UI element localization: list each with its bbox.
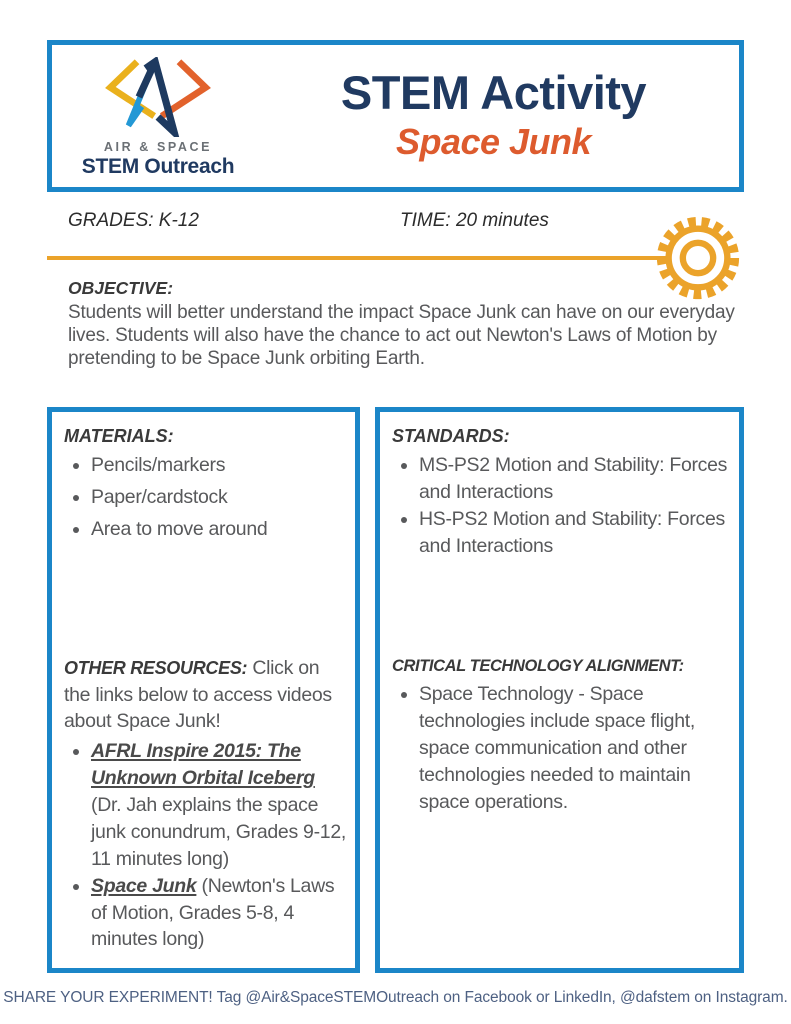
other-resources-intro — [64, 655, 347, 735]
other-resources-heading: OTHER RESOURCES: — [64, 658, 248, 678]
logo-tagline: AIR & SPACE — [103, 140, 213, 154]
page-title: STEM Activity — [340, 65, 647, 119]
time-label: TIME: 20 minutes — [400, 210, 549, 231]
resource-description: (Newton's Laws of Motion, Grades 5-8, 4 minutes long) — [91, 874, 335, 951]
objective-body: Students will better understand the impact Space Junk can have on our everyday lives. Students will also have the chance to act out Newton's Laws of Motion by pretending to be Space Junk orbiting Earth. — [68, 302, 735, 370]
materials-list — [64, 452, 347, 543]
standards-heading: STANDARDS: — [392, 426, 510, 446]
resource-link-afrl[interactable]: AFRL Inspire 2015: The Unknown Orbital Iceberg — [91, 740, 315, 790]
logo-brand: STEM Outreach — [81, 155, 235, 178]
objective-heading: OBJECTIVE: — [68, 278, 174, 298]
resources-list — [64, 738, 347, 953]
list-item: • HS-PS2 Motion and Stability: Forces and Interactions — [419, 506, 731, 560]
list-item: • Space Technology - Space technologies include space flight, space communication and other technologies needed to maintain space operations. — [419, 681, 731, 816]
critical-tech-list — [392, 681, 731, 816]
header-box — [47, 40, 744, 192]
other-resources-intro-text: Click on the links below to access videos about Space Junk! — [64, 657, 332, 733]
critical-tech-heading: CRITICAL TECHNOLOGY ALIGNMENT: — [392, 657, 684, 675]
gear-icon — [652, 212, 744, 304]
list-item: • Paper/cardstock — [91, 484, 347, 511]
materials-heading: MATERIALS: — [64, 426, 174, 446]
list-item: • MS-PS2 Motion and Stability: Forces and Interactions — [419, 452, 731, 506]
list-item — [91, 873, 347, 954]
resource-link-space-junk[interactable]: Space Junk — [91, 874, 197, 897]
footer-share-note: SHARE YOUR EXPERIMENT! Tag @Air&SpaceSTEMOutreach on Facebook or LinkedIn, @dafstem on Instagram. — [3, 989, 788, 1006]
critical-tech-section — [392, 655, 731, 816]
list-item — [91, 738, 347, 873]
title-block — [264, 65, 739, 164]
air-and-space-stem-star-icon — [99, 57, 217, 137]
logo — [52, 53, 264, 179]
resource-description: (Dr. Jah explains the space junk conundrum, Grades 9-12, 11 minutes long) — [91, 793, 346, 870]
page-subtitle: Space Junk — [395, 121, 592, 163]
section-divider — [47, 256, 675, 260]
materials-box — [47, 407, 360, 973]
list-item: • Pencils/markers — [91, 452, 347, 479]
grades-label: GRADES: K-12 — [68, 210, 199, 231]
other-resources-section — [64, 655, 347, 953]
standards-box — [375, 407, 744, 973]
list-item: • Area to move around — [91, 516, 347, 543]
standards-list — [392, 452, 731, 560]
